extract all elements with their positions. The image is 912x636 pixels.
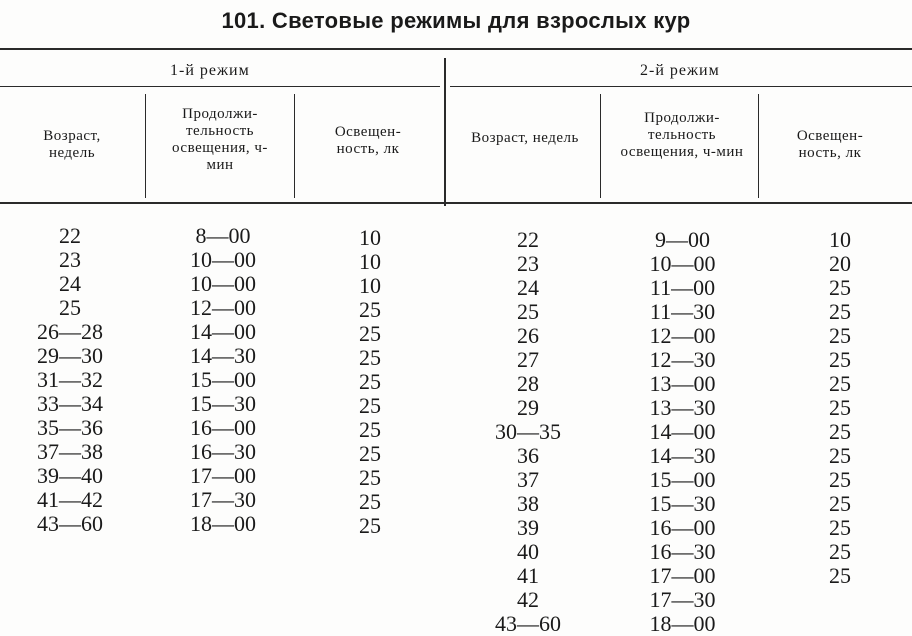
mode2-age-column (478, 228, 578, 636)
table-cell: 14—30 (649, 443, 716, 468)
table-cell: 25 (829, 323, 851, 348)
table-cell: 25 (359, 441, 381, 466)
table-cell: 26 (517, 323, 539, 348)
table-cell: 11—00 (649, 275, 716, 300)
table-cell: 31—32 (37, 367, 103, 392)
table-cell: 16—30 (190, 439, 256, 464)
table-cell: 23 (59, 247, 81, 272)
table-cell: 39—40 (37, 463, 103, 488)
mode1-lux-header: Освещен-ность, лк (334, 124, 402, 157)
table-cell: 16—00 (190, 415, 256, 440)
table-cell: 16—30 (649, 539, 716, 564)
table-cell: 41 (517, 563, 539, 588)
table-cell: 25 (829, 515, 851, 540)
table-cell: 10—00 (190, 247, 256, 272)
mode2-duration-header: Продолжи-тельность освещения, ч-мин (620, 110, 744, 160)
table-cell: 36 (517, 443, 539, 468)
table-cell: 15—30 (190, 391, 256, 416)
table-cell: 25 (359, 297, 381, 322)
table-cell: 12—00 (190, 295, 256, 320)
table-cell: 43—60 (495, 611, 561, 636)
mode2-duration-column (625, 228, 740, 636)
table-cell: 28 (517, 371, 539, 396)
table-cell: 15—00 (649, 467, 716, 492)
table-cell: 10—00 (649, 251, 716, 276)
header-divider (145, 94, 146, 198)
group-divider (444, 58, 446, 206)
table-cell: 25 (517, 299, 539, 324)
table-cell: 25 (359, 465, 381, 490)
table-cell: 13—30 (649, 395, 716, 420)
table-cell: 15—00 (190, 367, 256, 392)
table-cell: 41—42 (37, 487, 103, 512)
mode2-lux-header: Освещен-ность, лк (796, 128, 864, 161)
table-cell: 29 (517, 395, 539, 420)
table-cell: 25 (829, 491, 851, 516)
table-cell: 11—30 (649, 299, 716, 324)
table-cell: 25 (829, 275, 851, 300)
table-cell: 17—30 (649, 587, 716, 612)
header-divider (758, 94, 759, 198)
table-cell: 12—00 (649, 323, 716, 348)
table-cell: 37 (517, 467, 539, 492)
mode2-title: 2-й режим (640, 62, 720, 79)
table-cell: 42 (517, 587, 539, 612)
mode1-age-column (20, 224, 120, 536)
table-title: 101. Световые режимы для взрослых кур (221, 8, 691, 33)
mode2-underline (450, 86, 912, 87)
table-cell: 17—00 (649, 563, 716, 588)
table-cell: 25 (359, 369, 381, 394)
table-cell: 40 (517, 539, 539, 564)
header-divider (294, 94, 295, 198)
mode2-lux-column (800, 228, 880, 588)
table-cell: 25 (829, 563, 851, 588)
table-cell: 16—00 (649, 515, 716, 540)
mode1-lux-column (330, 226, 410, 538)
table-cell: 15—30 (649, 491, 716, 516)
table-cell: 25 (359, 393, 381, 418)
top-rule (0, 48, 912, 50)
header-divider (600, 94, 601, 198)
table-cell: 43—60 (37, 511, 103, 536)
table-cell: 24 (59, 271, 81, 296)
table-cell: 25 (359, 489, 381, 514)
table-cell: 22 (517, 227, 539, 252)
table-cell: 25 (829, 299, 851, 324)
mode1-underline (0, 86, 440, 87)
table-cell: 25 (829, 467, 851, 492)
table-cell: 37—38 (37, 439, 103, 464)
table-cell: 25 (829, 419, 851, 444)
table-cell: 25 (359, 417, 381, 442)
table-cell: 14—30 (190, 343, 256, 368)
table-cell: 38 (517, 491, 539, 516)
table-cell: 25 (829, 443, 851, 468)
table-cell: 25 (829, 539, 851, 564)
table-cell: 18—00 (649, 611, 716, 636)
table-cell: 29—30 (37, 343, 103, 368)
table-cell: 25 (359, 513, 381, 538)
header-bottom-rule (0, 202, 912, 204)
table-cell: 9—00 (655, 227, 710, 252)
table-cell: 25 (359, 321, 381, 346)
mode1-age-header: Возраст, недель (43, 128, 101, 161)
mode1-title: 1-й режим (170, 62, 250, 79)
table-cell: 25 (59, 295, 81, 320)
table-cell: 25 (359, 345, 381, 370)
table-cell: 24 (517, 275, 539, 300)
table-cell: 27 (517, 347, 539, 372)
table-cell: 12—30 (649, 347, 716, 372)
table-cell: 25 (829, 371, 851, 396)
table-cell: 26—28 (37, 319, 103, 344)
table-cell: 39 (517, 515, 539, 540)
table-cell: 23 (517, 251, 539, 276)
table-cell: 10 (359, 249, 381, 274)
table-cell: 20 (829, 251, 851, 276)
table-cell: 10 (359, 225, 381, 250)
table-cell: 18—00 (190, 511, 256, 536)
table-cell: 30—35 (495, 419, 561, 444)
table-cell: 33—34 (37, 391, 103, 416)
table-cell: 25 (829, 347, 851, 372)
table-cell: 13—00 (649, 371, 716, 396)
table-cell: 8—00 (195, 223, 251, 248)
mode1-duration-column (168, 224, 278, 536)
table-cell: 10—00 (190, 271, 256, 296)
table-cell: 17—00 (190, 463, 256, 488)
table-cell: 25 (829, 395, 851, 420)
table-cell: 14—00 (649, 419, 716, 444)
mode2-age-header: Возраст, недель (471, 130, 579, 146)
table-cell: 10 (359, 273, 381, 298)
mode1-duration-header: Продолжи-тельность освещения, ч-мин (172, 106, 268, 173)
table-cell: 10 (829, 227, 851, 252)
table-cell: 35—36 (37, 415, 103, 440)
table-cell: 14—00 (190, 319, 256, 344)
table-cell: 22 (59, 223, 81, 248)
table-cell: 17—30 (190, 487, 256, 512)
